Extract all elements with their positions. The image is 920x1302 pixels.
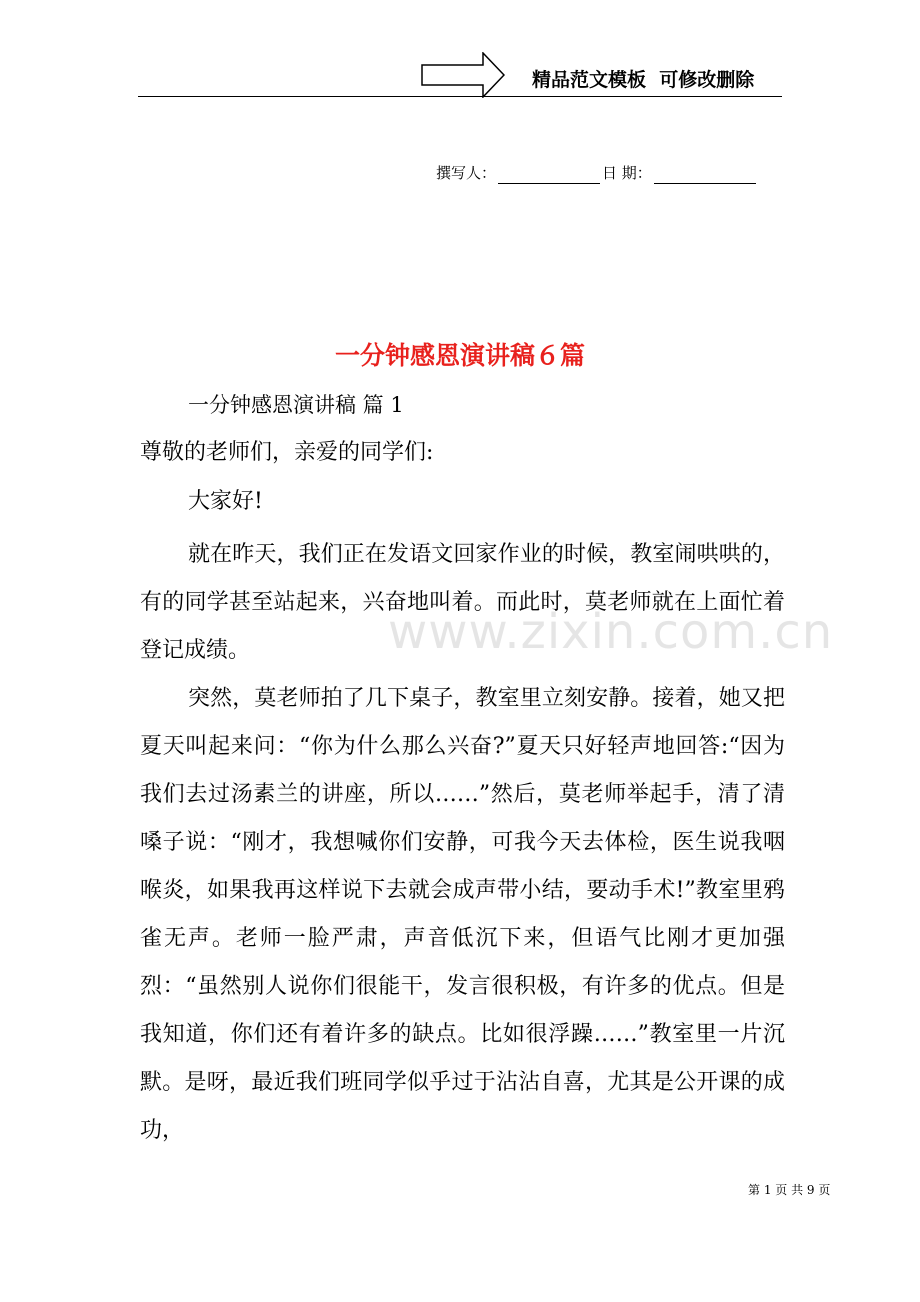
- greeting-line: 尊敬的老师们，亲爱的同学们:: [140, 440, 434, 465]
- date-label: 日 期：: [602, 164, 652, 182]
- hello-line: 大家好!: [188, 489, 263, 514]
- watermark: www.zixin.com.cn: [388, 604, 834, 660]
- paragraph-1: 就在昨天，我们正在发语文回家作业的时候，教室闹哄哄的，有的同学甚至站起来，兴奋地叫着。而此时，莫老师就在上面忙着登记成绩。: [140, 542, 785, 663]
- author-blank-line: [498, 165, 600, 184]
- section-subtitle: 一分钟感恩演讲稿 篇 1: [188, 393, 404, 417]
- document-title: 一分钟感恩演讲稿６篇: [334, 341, 585, 370]
- page-number: 第 1 页 共 9 页: [748, 1183, 831, 1197]
- header-divider: [138, 96, 782, 97]
- right-arrow-icon: [421, 52, 505, 98]
- author-label: 撰写人：: [436, 164, 497, 182]
- header-label: 精品范文模板 可修改删除: [532, 69, 755, 91]
- date-blank-line: [654, 165, 756, 184]
- signature-row: [436, 160, 756, 184]
- paragraph-2: 突然，莫老师拍了几下桌子，教室里立刻安静。接着，她又把夏天叫起来问：“你为什么那么兴奋?”夏天只好轻声地回答:“因为我们去过汤素兰的讲座，所以……”然后，莫老师举起手，清了清嗓子说：“刚才，我想喊你们安静，可我今天去体检，医生说我咽喉炎，如果我再这样说下去就会成声带小结，要动手术!”教室里鸦雀无声。老师一脸严肃，声音低沉下来，但语气比刚才更加强烈：“虽然别人说你们很能干，发言很积极，有许多的优点。但是我知道，你们还有着许多的缺点。比如很浮躁……”教室里一片沉默。是呀，最近我们班同学似乎过于沾沾自喜，尤其是公开课的成功，: [140, 686, 785, 1143]
